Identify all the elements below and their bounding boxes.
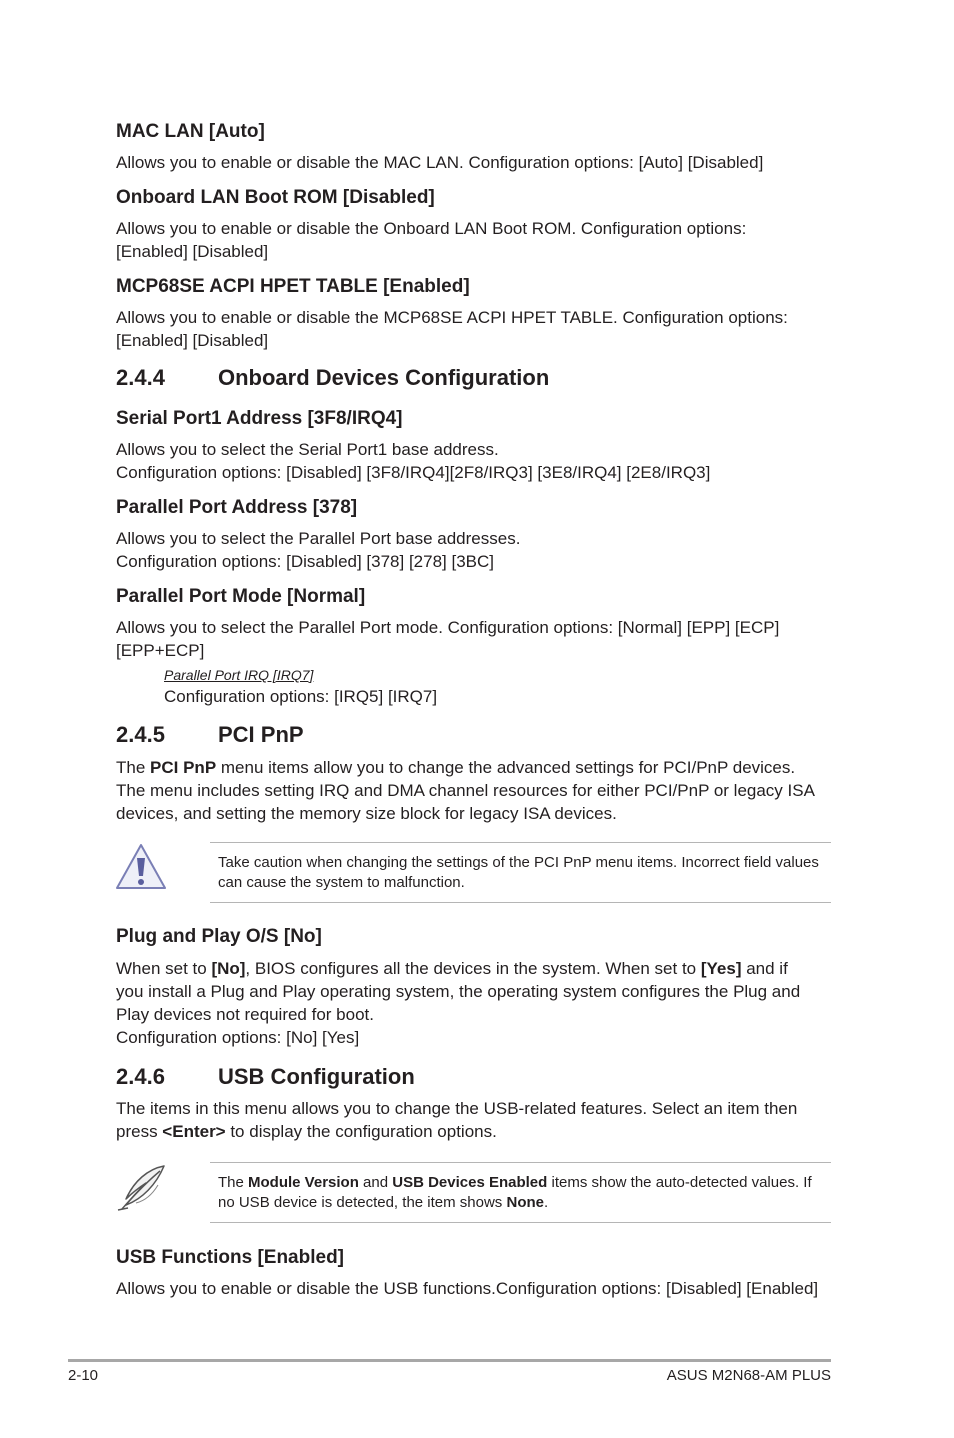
note-bottom-rule [210, 1222, 831, 1223]
bold-text: None [506, 1194, 544, 1211]
text-run: The [116, 758, 151, 777]
pnp-os-text-4: Configuration options: [No] [Yes] [116, 1028, 360, 1047]
text-run: . [543, 1194, 549, 1211]
pnp-os-text-3: Play devices not required for boot. [116, 1005, 374, 1024]
caution-text-2: can cause the system to malfunction. [218, 874, 465, 891]
section-244-heading [116, 365, 549, 391]
parallel-mode-title: Parallel Port Mode [Normal] [116, 586, 366, 607]
bold-text: [No] [211, 959, 246, 978]
parallel-irq-title: Parallel Port IRQ [IRQ7] [164, 667, 314, 683]
hpet-text-1: Allows you to enable or disable the MCP68SE ACPI HPET TABLE. Configuration options: [116, 308, 788, 327]
warning-triangle-icon [114, 841, 168, 893]
lan-boot-rom-text-1: Allows you to enable or disable the Onboard LAN Boot ROM. Configuration options: [116, 219, 747, 238]
text-run: The [218, 1174, 249, 1191]
parallel-address-text-2: Configuration options: [Disabled] [378] [278] [3BC] [116, 552, 495, 571]
serial-port-text-1: Allows you to select the Serial Port1 base address. [116, 440, 499, 459]
bold-text: USB Devices Enabled [392, 1174, 548, 1191]
bold-text: [Yes] [700, 959, 742, 978]
feather-pen-icon [114, 1163, 168, 1213]
text-run: When set to [116, 959, 212, 978]
mac-lan-text: Allows you to enable or disable the MAC LAN. Configuration options: [Auto] [Disabled] [116, 153, 764, 172]
serial-port-title: Serial Port1 Address [3F8/IRQ4] [116, 408, 403, 429]
mac-lan-title: MAC LAN [Auto] [116, 121, 265, 142]
section-245-heading [116, 722, 304, 748]
text-run: no USB device is detected, the item shows [218, 1194, 507, 1211]
usb-intro-1: The items in this menu allows you to change the USB-related features. Select an item then [116, 1099, 798, 1118]
usb-intro-2 [116, 1120, 836, 1143]
pnp-os-title: Plug and Play O/S [No] [116, 926, 322, 947]
product-name: ASUS M2N68-AM PLUS [666, 1367, 831, 1384]
note-text-1 [218, 1173, 830, 1193]
lan-boot-rom-title: Onboard LAN Boot ROM [Disabled] [116, 187, 435, 208]
caution-top-rule [210, 842, 831, 843]
text-run: items show the auto-detected values. If [547, 1174, 812, 1191]
bold-text: <Enter> [162, 1122, 226, 1141]
text-run: and if [741, 959, 788, 978]
lan-boot-rom-text-2: [Enabled] [Disabled] [116, 242, 269, 261]
text-run: , BIOS configures all the devices in the system. When set to [245, 959, 701, 978]
page-number: 2-10 [68, 1367, 99, 1384]
bold-text: Module Version [248, 1174, 359, 1191]
usb-functions-text: Allows you to enable or disable the USB functions.Configuration options: [Disabled] [Enabled] [116, 1279, 819, 1298]
section-title: Onboard Devices Configuration [218, 365, 550, 390]
pci-pnp-intro-3: devices, and setting the memory size block for legacy ISA devices. [116, 804, 617, 823]
parallel-mode-text-1: Allows you to select the Parallel Port mode. Configuration options: [Normal] [EPP] [ECP] [116, 618, 780, 637]
note-top-rule [210, 1162, 831, 1163]
section-246-heading [116, 1064, 415, 1090]
pci-pnp-intro-1 [116, 756, 836, 779]
section-title: PCI PnP [218, 722, 304, 747]
footer-rule [68, 1359, 831, 1362]
text-run: press [116, 1122, 163, 1141]
text-run: to display the configuration options. [225, 1122, 497, 1141]
section-number: 2.4.6 [116, 1064, 165, 1089]
caution-bottom-rule [210, 902, 831, 903]
parallel-address-text-1: Allows you to select the Parallel Port base addresses. [116, 529, 521, 548]
parallel-irq-text: Configuration options: [IRQ5] [IRQ7] [164, 687, 438, 706]
parallel-address-title: Parallel Port Address [378] [116, 497, 358, 518]
parallel-mode-text-2: [EPP+ECP] [116, 641, 205, 660]
section-title: USB Configuration [218, 1064, 415, 1089]
section-number: 2.4.5 [116, 722, 165, 747]
caution-text-1: Take caution when changing the settings of the PCI PnP menu items. Incorrect field values [218, 854, 819, 871]
pnp-os-text-1 [116, 957, 836, 980]
pnp-os-text-2: you install a Plug and Play operating system, the operating system configures the Plug and [116, 982, 801, 1001]
text-run: menu items allow you to change the advanced settings for PCI/PnP devices. [216, 758, 796, 777]
bold-text: PCI PnP [150, 758, 217, 777]
note-text-2 [218, 1193, 830, 1213]
serial-port-text-2: Configuration options: [Disabled] [3F8/IRQ4][2F8/IRQ3] [3E8/IRQ4] [2E8/IRQ3] [116, 463, 711, 482]
hpet-title: MCP68SE ACPI HPET TABLE [Enabled] [116, 276, 470, 297]
hpet-text-2: [Enabled] [Disabled] [116, 331, 269, 350]
section-number: 2.4.4 [116, 365, 165, 390]
pci-pnp-intro-2: The menu includes setting IRQ and DMA channel resources for either PCI/PnP or legacy ISA [116, 781, 815, 800]
text-run: and [358, 1174, 393, 1191]
usb-functions-title: USB Functions [Enabled] [116, 1247, 344, 1268]
